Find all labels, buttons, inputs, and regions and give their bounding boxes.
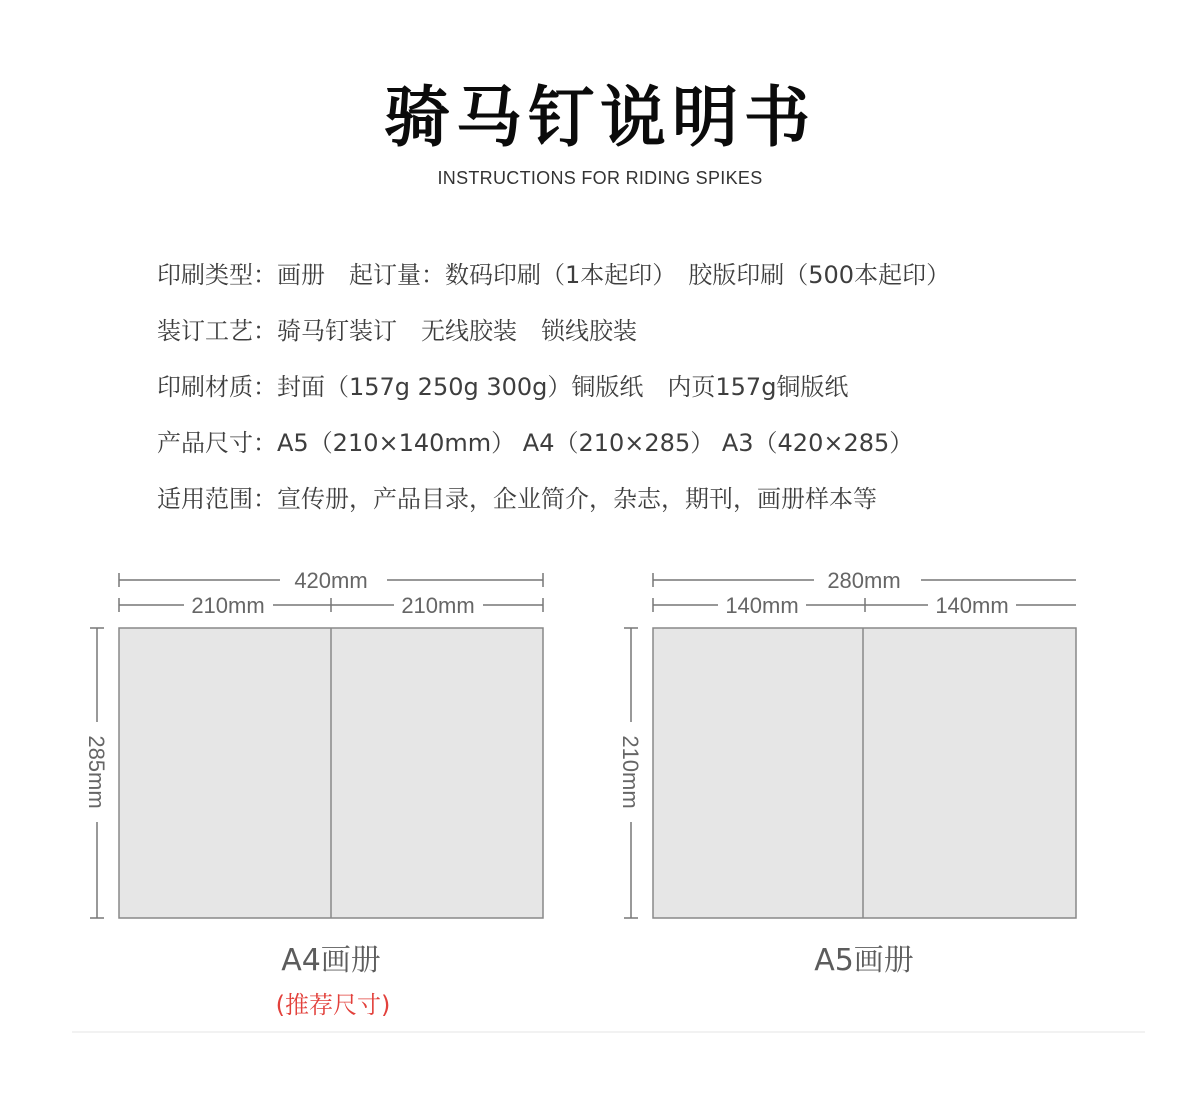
a4-height-label: 285mm — [84, 735, 109, 809]
a4-caption: A4画册 — [281, 943, 381, 978]
spec-label: 产品尺寸： — [157, 429, 277, 457]
spec-value: 宣传册，产品目录，企业简介，杂志，期刊，画册样本等 — [277, 485, 877, 513]
a4-left-width-label: 210mm — [191, 593, 265, 618]
recommended-size-note: (推荐尺寸) — [275, 991, 391, 1019]
a5-total-width-label: 280mm — [827, 568, 901, 593]
page-title: 骑马钉说明书 — [384, 79, 816, 156]
a5-half-width-dimension — [653, 598, 1076, 612]
page-subtitle: INSTRUCTIONS FOR RIDING SPIKES — [437, 168, 763, 188]
a4-total-width-label: 420mm — [294, 568, 368, 593]
a5-caption: A5画册 — [814, 943, 914, 978]
a4-half-width-dimension — [119, 598, 543, 612]
spec-label: 印刷材质： — [157, 373, 277, 401]
a5-right-width-label: 140mm — [935, 593, 1009, 618]
spec-value: A5（210×140mm） A4（210×285） A3（420×285） — [277, 429, 914, 457]
a4-diagram — [84, 568, 543, 1019]
spec-label: 装订工艺： — [157, 317, 277, 345]
a5-left-width-label: 140mm — [725, 593, 799, 618]
a5-height-label: 210mm — [618, 735, 643, 809]
spec-value: 画册 起订量：数码印刷（1本起印） 胶版印刷（500本起印） — [277, 261, 951, 289]
spec-value: 封面（157g 250g 300g）铜版纸 内页157g铜版纸 — [277, 373, 849, 401]
a5-spread — [653, 628, 1076, 918]
a4-right-width-label: 210mm — [401, 593, 475, 618]
spec-label: 适用范围： — [157, 485, 277, 513]
a5-diagram — [618, 568, 1076, 978]
spec-label: 印刷类型： — [157, 261, 277, 289]
spec-value: 骑马钉装订 无线胶装 锁线胶装 — [277, 317, 637, 345]
